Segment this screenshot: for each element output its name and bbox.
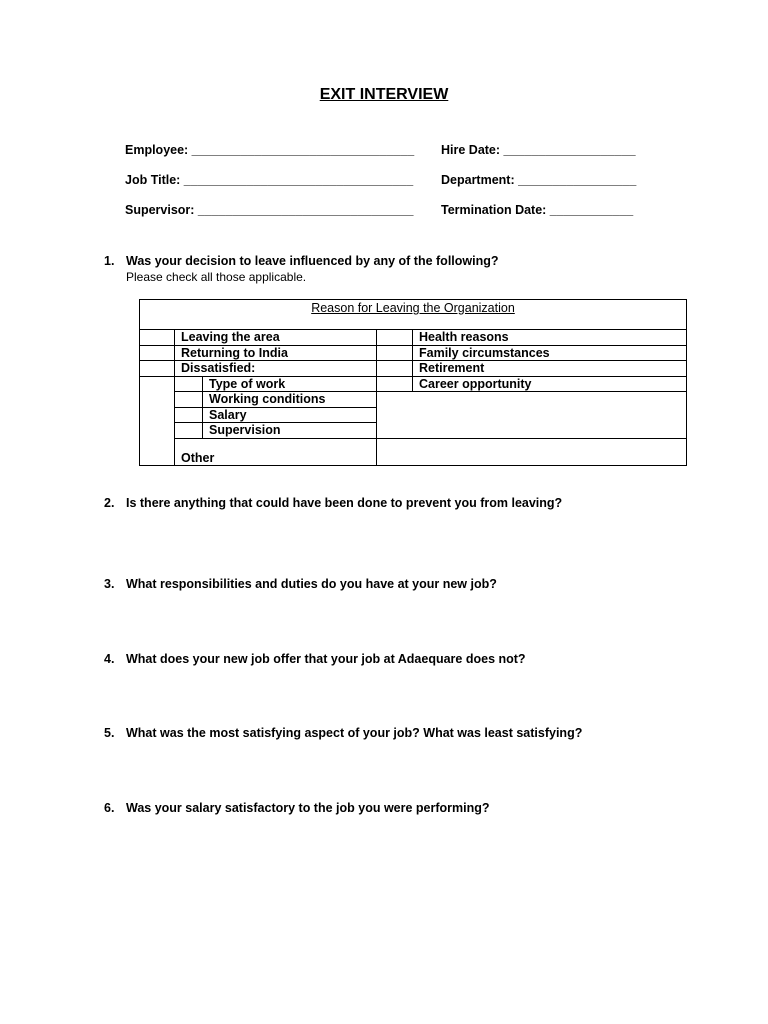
reason-retirement: Retirement — [419, 361, 485, 375]
hire-date-field[interactable]: Hire Date: ___________________ — [441, 143, 636, 157]
reason-salary: Salary — [209, 408, 247, 422]
reason-career-opportunity: Career opportunity — [419, 377, 532, 391]
question-text: What was the most satisfying aspect of your job? What was least satisfying? — [126, 726, 583, 740]
question-number: 6. — [104, 801, 115, 815]
reason-health-reasons: Health reasons — [419, 330, 509, 344]
document-title: EXIT INTERVIEW — [319, 86, 449, 103]
question-4 — [104, 652, 526, 666]
question-text: Is there anything that could have been done to prevent you from leaving? — [126, 496, 563, 510]
question-6 — [104, 801, 490, 815]
question-1 — [104, 254, 499, 268]
reason-family-circumstances: Family circumstances — [419, 346, 550, 360]
question-number: 3. — [104, 577, 115, 591]
reason-supervision: Supervision — [209, 423, 281, 437]
termination-date-field[interactable]: Termination Date: ____________ — [441, 203, 634, 217]
reason-other: Other — [181, 451, 215, 465]
question-2 — [104, 496, 562, 510]
reason-returning-to-india: Returning to India — [181, 346, 288, 360]
department-field[interactable]: Department: _________________ — [441, 173, 637, 187]
question-5 — [104, 726, 582, 740]
reasons-table — [139, 299, 687, 466]
job-title-field[interactable]: Job Title: _________________________________ — [125, 173, 414, 187]
question-text: Was your salary satisfactory to the job you were performing? — [126, 801, 490, 815]
supervisor-field[interactable]: Supervisor: _______________________________ — [125, 203, 414, 217]
question-text: Was your decision to leave influenced by any of the following? — [126, 254, 499, 268]
question-1-note: Please check all those applicable. — [126, 270, 307, 284]
reason-leaving-the-area: Leaving the area — [181, 330, 280, 344]
reason-type-of-work: Type of work — [209, 377, 286, 391]
question-number: 2. — [104, 496, 115, 510]
question-number: 4. — [104, 652, 115, 666]
question-text: What does your new job offer that your job at Adaequare does not? — [126, 652, 526, 666]
reason-working-conditions: Working conditions — [209, 392, 326, 406]
question-number: 1. — [104, 254, 115, 268]
question-text: What responsibilities and duties do you have at your new job? — [126, 577, 497, 591]
employee-field[interactable]: Employee: ________________________________ — [125, 143, 415, 157]
reasons-table-header: Reason for Leaving the Organization — [311, 301, 515, 315]
question-number: 5. — [104, 726, 115, 740]
question-3 — [104, 577, 497, 591]
reason-dissatisfied: Dissatisfied: — [181, 361, 256, 375]
